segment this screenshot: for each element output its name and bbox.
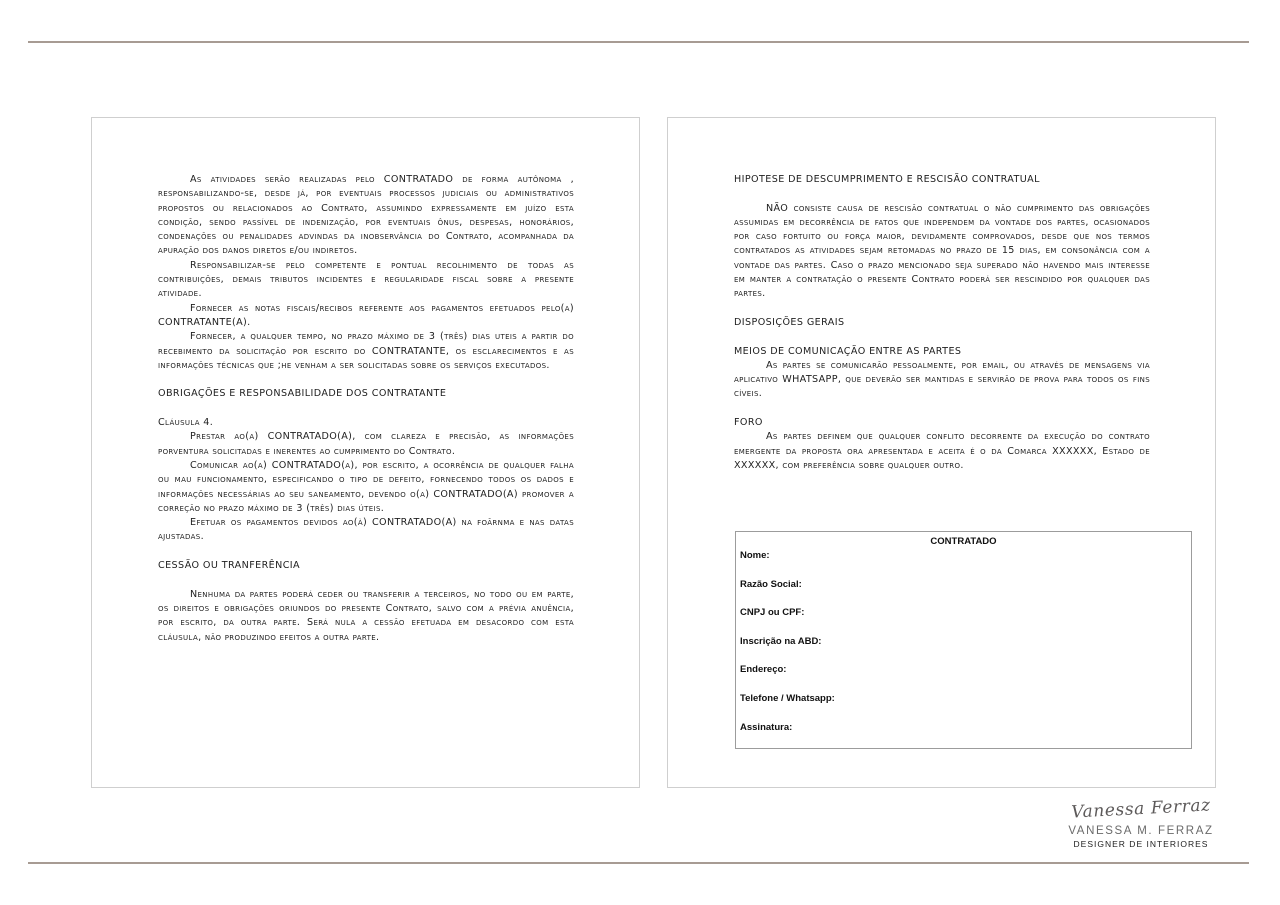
field-address: Endereço: [740,664,787,676]
contract-signature-box [735,531,1192,749]
clause-label: Cláusula 4. [158,417,214,429]
document-page-left [91,117,640,788]
section-heading: HIPOTESE DE DESCUMPRIMENTO E RESCISÃO CONTRATUAL [734,174,1040,185]
paragraph: Nenhuma da partes poderá ceder ou transferir a terceiros, no todo ou em parte, os direitos e obrigações oriundos do presente Contrato, salvo com a prévia anuência, por escrito, da outra parte. Será nula a cessão efetuada em desacordo com esta cláusula, não produzindo efeitos a outra parte. [158,588,574,643]
brand-name: VANESSA M. FERRAZ [1068,825,1214,837]
field-name: Nome: [740,550,770,561]
signature-logo: Vanessa Ferraz [1070,795,1212,823]
field-signature: Assinatura: [740,721,793,733]
paragraph: As atividades serão realizadas pelo CONTRATADO de forma autônoma , responsabilizando-se, desde já, por eventuais processos judiciais ou administrativos propostos ou relacionados ao Contrato, assumindo expressamente em juízo esta condição, sendo passível de indenização, por eventuais ônus, despesas, honorários, condenações ou penalidades advindas da inobservância do Contrato, acompanhada da apuração dos danos diretos e/ou indiretos. [158,174,574,257]
section-heading: OBRIGAÇÕES E RESPONSABILIDADE DOS CONTRATANTE [158,388,447,400]
contract-box-title: CONTRATADO [930,536,997,547]
brand-block [1066,795,1216,849]
paragraph: Responsabilizar-se pelo competente e pontual recolhimento de todas as contribuições, demais tributos incidentes e regularidade fiscal sobre a presente atividade. [158,259,574,300]
top-divider [28,41,1249,43]
paragraph: NÃO consiste causa de rescisão contratual o não cumprimento das obrigações assumidas em decorrência de fatos que independem da vontade dos partes, ocasionados por caso fortuito ou força maior, devidamente comprovados, desde que nos termos contratados as atividades sejam retomadas no prazo de 15 dias, em consonância com a vontade das partes. Caso o prazo mencionado seja superado não havendo mais interesse em manter a contratação o presente Contrato poderá ser rescindido por qualquer das partes. [734,202,1150,300]
field-phone: Telefone / Whatsapp: [740,692,835,704]
paragraph: Prestar ao(a) CONTRATADO(A), com clareza e precisão, as informações porventura solicitadas e inerentes ao cumprimento do Contrato. [158,431,574,457]
paragraph: As partes definem que qualquer conflito decorrente da execução do contrato emergente da proposta ora apresentada e aceita é o da Comarca XXXXXX, Estado de XXXXXX, com preferência sobre qualquer outro. [734,431,1150,471]
page-left-text [158,173,574,645]
brand-role: DESIGNER DE INTERIORES [1073,839,1209,849]
section-heading: FORO [734,417,763,429]
field-abd-registration: Inscrição na ABD: [740,635,822,647]
field-company-name: Razão Social: [740,578,802,590]
bottom-divider [28,862,1249,864]
paragraph: Fornecer, a qualquer tempo, no prazo máximo de 3 (três) dias uteis a partir do recebimento da solicitação por escrito do CONTRATANTE, os esclarecimentos e as informações técnicas que ;he venham a ser solicitadas sobre os serviços executados. [158,331,574,371]
section-heading: MEIOS DE COMUNICAÇÃO ENTRE AS PARTES [734,345,962,357]
page-right-text [734,173,1150,473]
paragraph: Efetuar os pagamentos devidos ao(à) CONTRATADO(A) na foãrnma e nas datas ajustadas. [158,517,574,543]
paragraph: Comunicar ao(a) CONTRATADO(a), por escrito, a ocorrência de qualquer falha ou mau funcionamento, especificando o tipo de defeito, fornecendo todos os dados e informações necessárias ao seu saneamento, devendo o(a) CONTRATADO(A) promover a correção no prazo máximo de 3 (três) dias úteis. [158,459,574,514]
paragraph: Fornecer as notas fiscais/recibos referente aos pagamentos efetuados pelo(a) CONTRATANTE(A). [158,302,574,328]
document-page-right [667,117,1216,788]
field-tax-id: CNPJ ou CPF: [740,607,805,619]
section-heading: CESSÃO OU TRANFERÊNCIA [158,560,300,572]
section-heading: DISPOSIÇÕES GERAIS [734,316,845,328]
paragraph: As partes se comunicarão pessoalmente, por email, ou através de mensagens via aplicativo WHATSAPP, que deverão ser mantidas e servirão de prova para todos os fins cíveis. [734,359,1150,400]
